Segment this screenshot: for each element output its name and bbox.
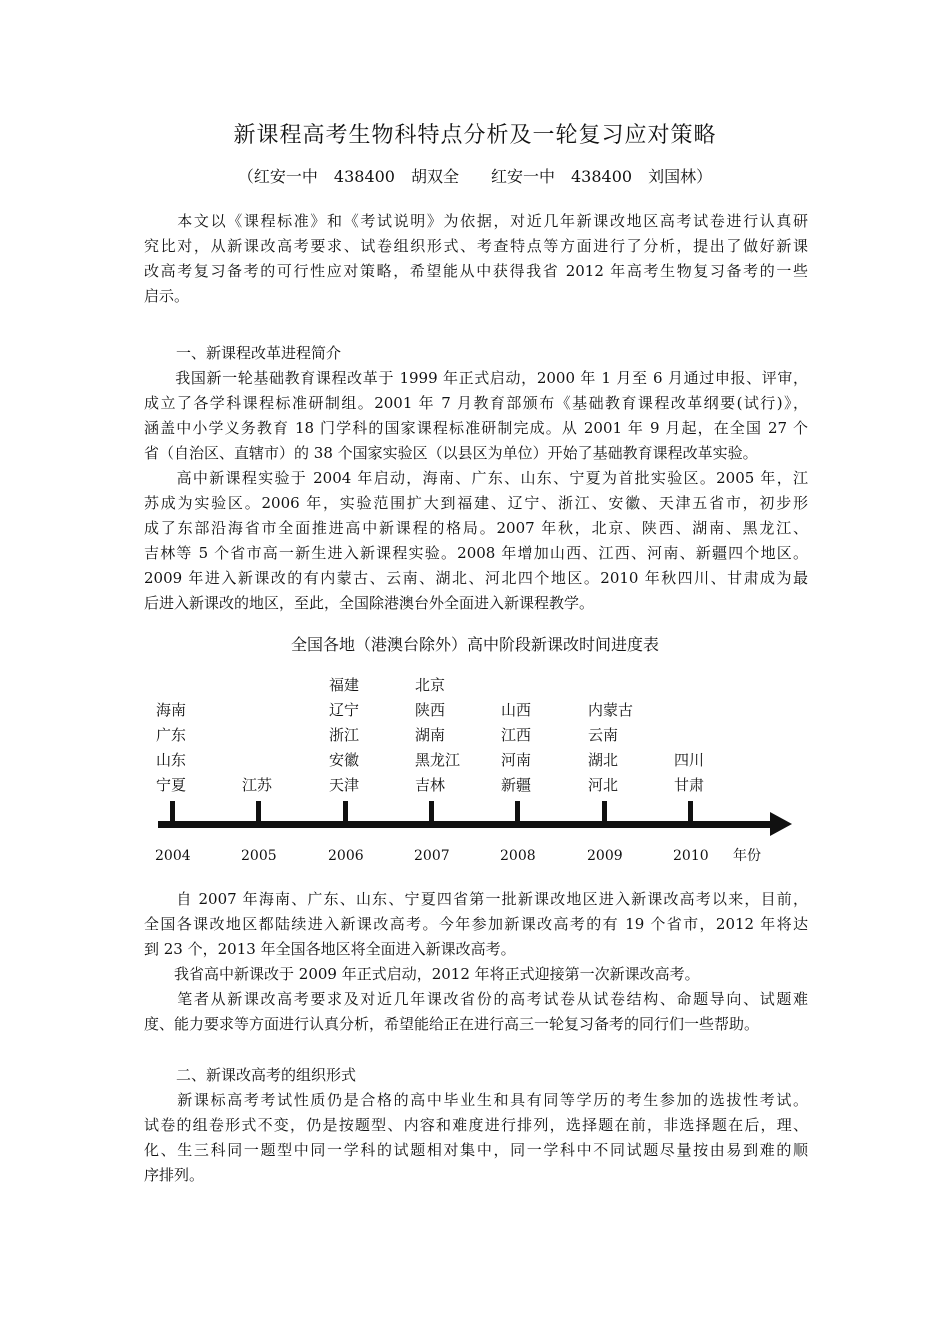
page-title: 新课程高考生物科特点分析及一轮复习应对策略	[233, 123, 717, 148]
timeline-year-label: 2008	[500, 848, 536, 864]
section-1-heading: 一、新课程改革进程简介	[176, 344, 342, 362]
timeline-province-label: 广东	[156, 726, 187, 744]
text-line: 试卷的组卷形式不变，仍是按题型、内容和难度进行排列，选择题在前，非选择题在后，理、	[144, 1116, 808, 1134]
timeline-province-label: 内蒙古	[588, 701, 634, 719]
text-line: 后进入新课改的地区，至此，全国除港澳台外全面进入新课程教学。	[144, 594, 595, 612]
timeline-province-label: 海南	[156, 701, 187, 719]
text-line: 我省高中新课改于 2009 年正式启动，2012 年将正式迎接第一次新课改高考。	[144, 965, 700, 983]
timeline-tick	[429, 801, 434, 823]
text-line: 究比对，从新课改高考要求、试卷组织形式、考查特点等方面进行了分析，提出了做好新课	[144, 237, 808, 255]
text-line: 序排列。	[144, 1166, 205, 1184]
timeline-province-label: 黑龙江	[415, 751, 461, 769]
timeline-year-label: 2010	[673, 848, 709, 864]
text-line: 成立了各学科课程标准研制组。2001 年 7 月教育部颁布《基础教育课程改革纲要(试行)》，	[144, 394, 808, 412]
timeline-province-label: 甘肃	[674, 776, 705, 794]
timeline-axis-label: 年份	[733, 848, 761, 864]
text-line: 成了东部沿海省市全面推进高中新课程的格局。2007 年秋，北京、陕西、湖南、黑龙江、	[144, 519, 808, 537]
text-line: 全国各课改地区都陆续进入新课改高考。今年参加新课改高考的有 19 个省市，2012 年将达	[144, 915, 808, 933]
text-line: 2009 年进入新课改的有内蒙古、云南、湖北、河北四个地区。2010 年秋四川、甘肃成为最	[144, 569, 808, 587]
timeline-province-label: 北京	[415, 676, 446, 694]
text-line: 度、能力要求等方面进行认真分析，希望能给正在进行高三一轮复习备考的同行们一些帮助。	[144, 1015, 760, 1033]
section-2-heading: 二、新课改高考的组织形式	[176, 1066, 357, 1084]
timeline-province-label: 江苏	[242, 776, 273, 794]
text-line: 到 23 个，2013 年全国各地区将全面进入新课改高考。	[144, 940, 516, 958]
section-1-paragraph-2	[144, 466, 808, 616]
text-line: 化、生三科同一题型中同一学科的试题相对集中，同一学科中不同试题尽量按由易到难的顺	[144, 1141, 808, 1159]
text-line: 高中新课程实验于 2004 年启动，海南、广东、山东、宁夏为首批实验区。2005 年，江	[144, 469, 808, 487]
text-line: 新课标高考考试性质仍是合格的高中毕业生和具有同等学历的考生参加的选拔性考试。	[144, 1091, 808, 1109]
text-line: 我国新一轮基础教育课程改革于 1999 年正式启动，2000 年 1 月至 6 月通过申报、评审，	[144, 369, 808, 387]
timeline-province-label: 山西	[501, 701, 532, 719]
timeline-year-label: 2006	[328, 848, 364, 864]
timeline-province-label: 宁夏	[156, 776, 187, 794]
timeline-province-label: 四川	[674, 751, 705, 769]
timeline-province-label: 江西	[501, 726, 532, 744]
timeline-province-label: 河南	[501, 751, 532, 769]
section-1-paragraph-1	[144, 366, 808, 466]
timeline-tick	[170, 801, 175, 823]
section-1-paragraph-3	[144, 887, 808, 962]
text-line: 涵盖中小学义务教育 18 门学科的国家课程标准研制完成。从 2001 年 9 月起，在全国 27 个	[144, 419, 808, 437]
abstract	[144, 209, 808, 309]
timeline-province-label: 陕西	[415, 701, 446, 719]
section-1-paragraph-5	[144, 987, 808, 1037]
timeline-province-label: 湖南	[415, 726, 446, 744]
text-line: 吉林等 5 个省市高一新生进入新课程实验。2008 年增加山西、江西、河南、新疆四个地区。	[144, 544, 808, 562]
timeline-province-label: 新疆	[501, 776, 532, 794]
timeline-tick	[515, 801, 520, 823]
text-line: 苏成为实验区。2006 年，实验范围扩大到福建、辽宁、浙江、安徽、天津五省市，初步形	[144, 494, 808, 512]
section-1-paragraph-4	[144, 962, 808, 987]
timeline-province-label: 天津	[329, 776, 360, 794]
timeline-tick	[256, 801, 261, 823]
timeline-province-label: 吉林	[415, 776, 446, 794]
text-line: 启示。	[144, 287, 190, 305]
timeline-year-label: 2007	[414, 848, 450, 864]
timeline-province-label: 山东	[156, 751, 187, 769]
timeline-year-label: 2009	[587, 848, 623, 864]
text-line: 省（自治区、直辖市）的 38 个国家实验区（以县区为单位）开始了基础教育课程改革实验。	[144, 444, 758, 462]
text-line: 本文以《课程标准》和《考试说明》为依据，对近几年新课改地区高考试卷进行认真研	[144, 212, 808, 230]
timeline-tick	[688, 801, 693, 823]
timeline-province-label: 浙江	[329, 726, 360, 744]
timeline-province-label: 云南	[588, 726, 619, 744]
timeline-tick	[602, 801, 607, 823]
timeline-province-label: 河北	[588, 776, 619, 794]
timeline-province-label: 福建	[329, 676, 360, 694]
arrow-right-icon	[770, 812, 792, 836]
section-2-paragraph-1	[144, 1088, 808, 1188]
text-line: 改高考复习备考的可行性应对策略，希望能从中获得我省 2012 年高考生物复习备考的一些	[144, 262, 808, 280]
timeline-year-label: 2005	[241, 848, 277, 864]
timeline-tick	[343, 801, 348, 823]
authors-line: （红安一中 438400 胡双全 红安一中 438400 刘国林）	[237, 167, 713, 186]
timeline-title: 全国各地（港澳台除外）高中阶段新课改时间进度表	[290, 635, 659, 654]
timeline-axis	[158, 821, 772, 828]
timeline-year-label: 2004	[155, 848, 191, 864]
timeline-province-label: 湖北	[588, 751, 619, 769]
timeline-province-label: 安徽	[329, 751, 360, 769]
timeline-province-label: 辽宁	[329, 701, 360, 719]
text-line: 笔者从新课改高考要求及对近几年课改省份的高考试卷从试卷结构、命题导向、试题难	[144, 990, 808, 1008]
text-line: 自 2007 年海南、广东、山东、宁夏四省第一批新课改地区进入新课改高考以来，目前，	[144, 890, 808, 908]
